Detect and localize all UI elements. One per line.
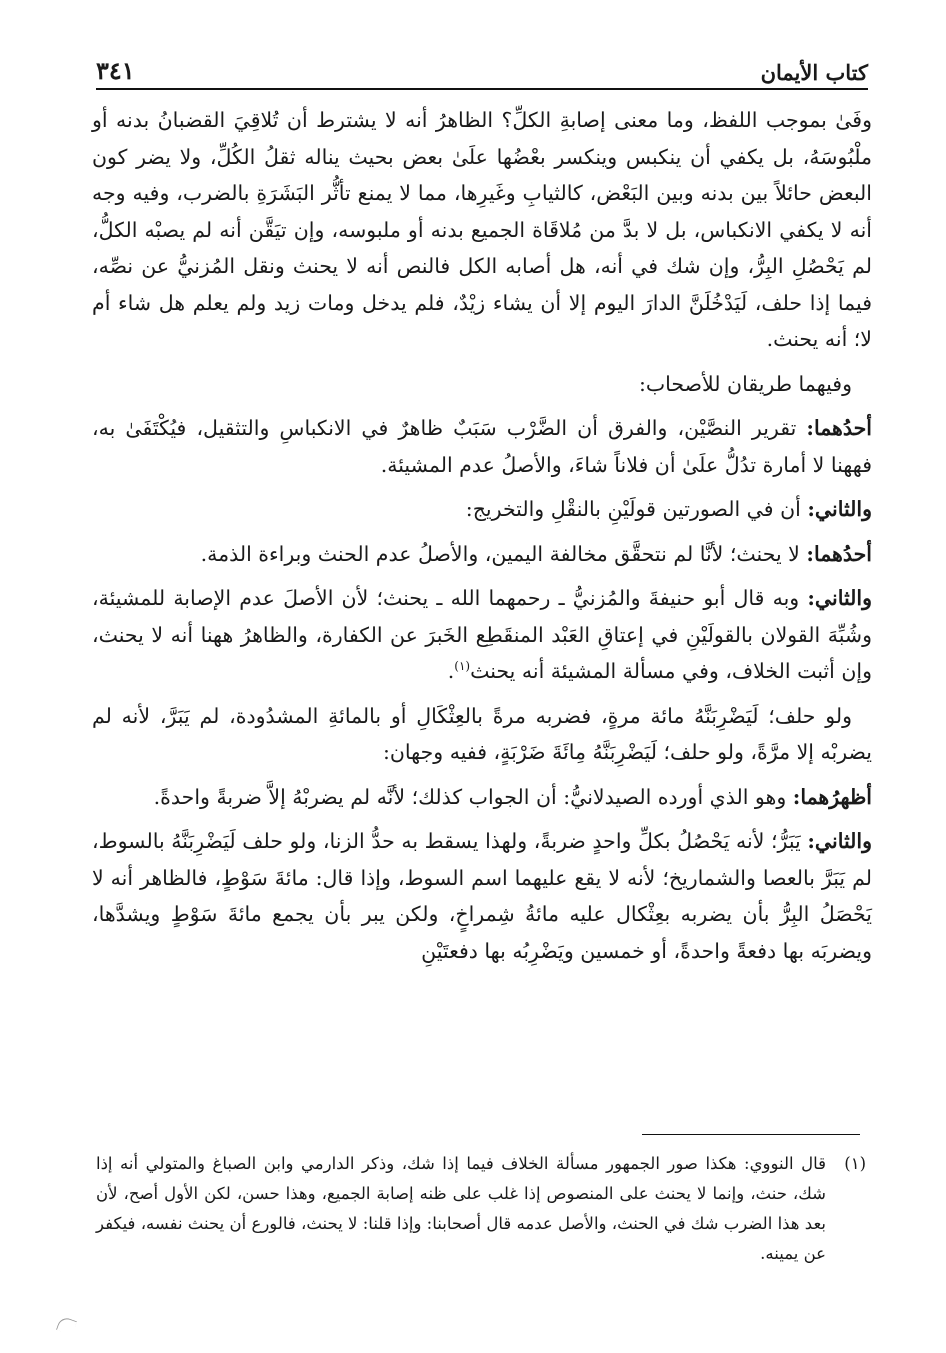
footnote-separator [642, 1134, 860, 1135]
paragraph-label: والثاني: [807, 497, 872, 521]
paragraph-label: أحدُهما: [806, 541, 872, 566]
paragraph [92, 410, 872, 483]
paragraph [92, 779, 872, 816]
paragraph [92, 491, 872, 528]
footnote-reference[interactable]: (١) [454, 659, 471, 674]
footnote-text: قال النووي: هكذا صور الجمهور مسألة الخلاف فيما إذا شك، وذكر الدارمي وابن الصباغ والمتولي أنه إذا شك، حنث، وإنما لا يحنث على المنصوص إذا غلب على ظنه إصابة الجميع، وهذا حسن، لكن الأول أصح، لأن بعد هذا الضرب شك في الحنث، والأصل عدمه قال أصحابنا: وإذا قلنا: لا يحنث، فالورع أن يحنث نفسه، فيكفر عن يمينه. [96, 1154, 826, 1263]
paragraph-text: وهو الذي أورده الصيدلانيُّ: أن الجواب كذلك؛ لأنَّه لم يضربْهُ إلاَّ ضربةً واحدةً. [153, 784, 793, 809]
paragraph-label: أظهرُهما: [792, 784, 872, 809]
footnote-number: (١) [844, 1154, 866, 1173]
paragraph: والثاني: وبه قال أبو حنيفةَ والمُزنيُّ ـ رحمهما الله ـ يحنث؛ لأن الأصلَ عدم الإصابة للمشيئة، وشُبِّهَ القولان بالقولَيْنِ في إعتاقِ العَبْد المنقَطِع الخَبرَ عن الكفارة، والظاهرُ ههنا أنه لا يحنث، وإن أثبت الخلاف، وفي مسألة المشيئة أنه يحنث$^{(١)}$. [92, 586, 872, 683]
page-corner-mark [56, 1316, 77, 1336]
footnote [96, 1149, 866, 1269]
paragraph [92, 536, 872, 573]
paragraph-text: وبه قال أبو حنيفةَ والمُزنيُّ ـ رحمهما الله ـ يحنث؛ لأن الأصلَ عدم الإصابة للمشيئة، وشُبِّهَ القولان بالقولَيْنِ في إعتاقِ العَبْد المنقَطِع الخَبرَ عن الكفارة، والظاهرُ ههنا أنه لا يحنث، وإن أثبت الخلاف، وفي مسألة المشيئة أنه يحنث [92, 586, 872, 683]
paragraph-text: وفيهما طريقان للأصحاب: [638, 371, 852, 396]
paragraph [92, 698, 872, 771]
paragraph [92, 823, 872, 969]
running-header [96, 46, 868, 90]
paragraph [92, 102, 872, 358]
paragraph-text: يَبَرُّ؛ لأنه يَحْصُلُ بكلِّ واحدٍ ضربةً، ولهذا يسقط به حدُّ الزنا، ولو حلف لَيَضْرِبَنَّهُ بالسوط، لم يَبَرَّ بالعصا والشماريخ؛ لأنه لا يقع عليهما اسم السوط، وإذا قال: مائةَ سَوْطٍ، فالظاهر أنه لا يَحْصَلُ البِرُّ بأن يضربه بعِثْكال عليه مائةُ شِمراخٍ، ولكن يبر بأن يجمع مائةَ سَوْطٍ ويشدَّها، ويضربَه بها دفعةً واحدةً، أو خمسين ويَضْرِبُه بها دفعتَيْنِ [92, 829, 872, 963]
footnotes [96, 1149, 866, 1269]
paragraph-label: والثاني: [807, 829, 872, 853]
paragraph-text: ولو حلف؛ لَيَضْرِبَنَّهُ مائة مرةٍ، فضربه مرةً بالعِثْكَالِ أو بالمائةِ المشدُودة، لم يَبَرَّ، لأنه لم يضربْه إلا مرَّةً، ولو حلف؛ لَيَضْرِبَنَّهُ مِائَةَ ضَرْبَةٍ، ففيه وجهان: [92, 703, 872, 764]
chapter-title: كتاب الأيمان [760, 60, 868, 85]
paragraph-label: والثاني: [807, 586, 872, 610]
main-text [92, 102, 872, 977]
page-number: ٣٤١ [96, 56, 135, 85]
paragraph-text: تقرير النصَّيْن، والفرق أن الضَّرْب سَبَبٌ ظاهرٌ في الانكباسِ والتثقيل، فيُكْتَفَىٰ به، فههنا لا أمارة تدُلُّ علَىٰ أن فلاناً شاءَ، والأصلُ عدم المشيئة. [92, 416, 872, 477]
paragraph-text: لا يحنث؛ لأنَّا لم نتحقَّق مخالفة اليمين، والأصلُ عدم الحنث وبراءة الذمة. [200, 541, 807, 566]
paragraph-label: أحدُهما: [806, 416, 872, 440]
paragraph-text: أن في الصورتين قولَيْنِ بالنقْلِ والتخريج: [465, 497, 808, 521]
paragraph [92, 366, 872, 403]
paragraph-text: وفَىٰ بموجب اللفظ، وما معنى إصابةِ الكلِّ؟ الظاهرُ أنه لا يشترط أن تُلاقِيَ القضبانُ بدنه أو ملْبُوسَهُ، بل يكفي أن ينكبس وينكسر بعْضُها علَىٰ بعض بحيث يناله ثقلُ الكُلِّ، ولا يضر كون البعض حائلاً بين بدنه وبين البَعْض، كالثيابِ وغَيرِها، مما لا يمنع تأثُّر البَشَرَةِ بالضرب، وفيه وجه أنه لا يكفي الانكباس، بل لا بدَّ من مُلاقَاة الجميع بدنه أو ملبوسه، وإن تيَقَّن أنه لم يصبْه الكلُّ، لم يَحْصُلِ البِرُّ، وإن شك في أنه، هل أصابه الكل فالنص أنه لا يحنث ونقل المُزنيُّ عن نصِّه، فيما إذا حلف، لَيَدْخُلَنَّ الدارَ اليوم إلا أن يشاء زيْدٌ، فلم يدخل ومات زيد ولم يعلم هل شاء أم لا؛ أنه يحنث. [92, 108, 873, 351]
